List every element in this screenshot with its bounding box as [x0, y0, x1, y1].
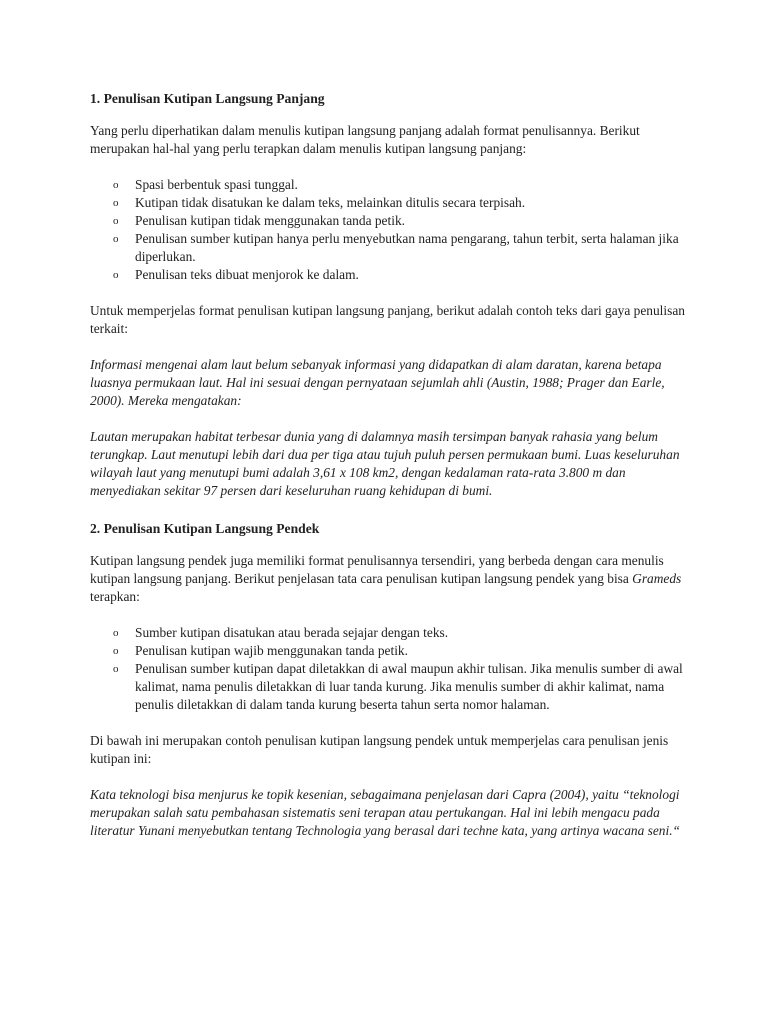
bullet-icon: o [113, 627, 119, 639]
section-1-example-intro: Untuk memperjelas format penulisan kutipan langsung panjang, berikut adalah contoh teks dari gaya penulisan terkait: [90, 303, 685, 336]
list-item: o Penulisan teks dibuat menjorok ke dalam. [113, 267, 359, 282]
section-2-list [90, 624, 690, 714]
section-2-example-paragraph: Kata teknologi bisa menjurus ke topik kesenian, sebagaimana penjelasan dari Capra (2004), yaitu “teknologi merupakan salah satu pembahasan sistematis seni terapan atau pertukangan. Hal ini lebih mengacu pada literatur Yunani menyebutkan tentang Technologia yang berasal dari techne kata, yang artinya wacana seni.“ [90, 787, 680, 838]
section-2-intro: Kutipan langsung pendek juga memiliki format penulisannya tersendiri, yang berbeda dengan cara menulis kutipan langsung panjang. Berikut penjelasan tata cara penulisan kutipan langsung pendek yang bisa Grameds terapkan: [90, 553, 682, 604]
list-item: o Penulisan sumber kutipan dapat diletakkan di awal maupun akhir tulisan. Jika menulis sumber di awal kalimat, nama penulis diletakkan di luar tanda kurung. Jika menulis sumber di akhir kalimat, nama penulis diletakkan di dalam tanda kurung beserta tahun serta nomor halaman. [113, 661, 683, 712]
bullet-icon: o [113, 645, 119, 657]
list-item: o Penulisan kutipan wajib menggunakan tanda petik. [113, 643, 408, 658]
grameds-emphasis: Grameds [632, 571, 682, 586]
document-page [90, 90, 690, 858]
list-item: o Spasi berbentuk spasi tunggal. [113, 177, 298, 192]
section-1-list [90, 176, 690, 284]
list-item: o Penulisan sumber kutipan hanya perlu menyebutkan nama pengarang, tahun terbit, serta halaman jika diperlukan. [113, 231, 679, 264]
bullet-icon: o [113, 233, 119, 245]
bullet-icon: o [113, 215, 119, 227]
list-item: o Kutipan tidak disatukan ke dalam teks, melainkan ditulis secara terpisah. [113, 195, 526, 210]
bullet-icon: o [113, 179, 119, 191]
bullet-icon: o [113, 197, 119, 209]
list-item: o Penulisan kutipan tidak menggunakan tanda petik. [113, 213, 405, 228]
bullet-icon: o [113, 663, 119, 675]
section-1-heading: 1. Penulisan Kutipan Langsung Panjang [90, 91, 325, 106]
list-item: o Sumber kutipan disatukan atau berada sejajar dengan teks. [113, 625, 449, 640]
section-2-heading: 2. Penulisan Kutipan Langsung Pendek [90, 521, 320, 536]
bullet-icon: o [113, 269, 119, 281]
section-1-example-paragraph-2: Lautan merupakan habitat terbesar dunia yang di dalamnya masih tersimpan banyak rahasia yang belum terungkap. Laut menutupi lebih dari dua per tiga atau tujuh puluh persen permukaan bumi. Luas keseluruhan wilayah laut yang menutupi bumi adalah 3,61 x 108 km2, dengan kedalaman rata-rata 3.800 m dan menyediakan sekitar 97 persen dari keseluruhan ruang kehidupan di bumi. [90, 429, 680, 498]
section-1-example-paragraph-1: Informasi mengenai alam laut belum sebanyak informasi yang didapatkan di alam daratan, karena betapa luasnya permukaan laut. Hal ini sesuai dengan pernyataan sejumlah ahli (Austin, 1988; Prager dan Earle, 2000). Mereka mengatakan: [90, 357, 665, 408]
section-1-intro: Yang perlu diperhatikan dalam menulis kutipan langsung panjang adalah format penulisannya. Berikut merupakan hal-hal yang perlu terapkan dalam menulis kutipan langsung panjang: [90, 123, 640, 156]
section-2-example-intro: Di bawah ini merupakan contoh penulisan kutipan langsung pendek untuk memperjelas cara penulisan jenis kutipan ini: [90, 733, 669, 766]
